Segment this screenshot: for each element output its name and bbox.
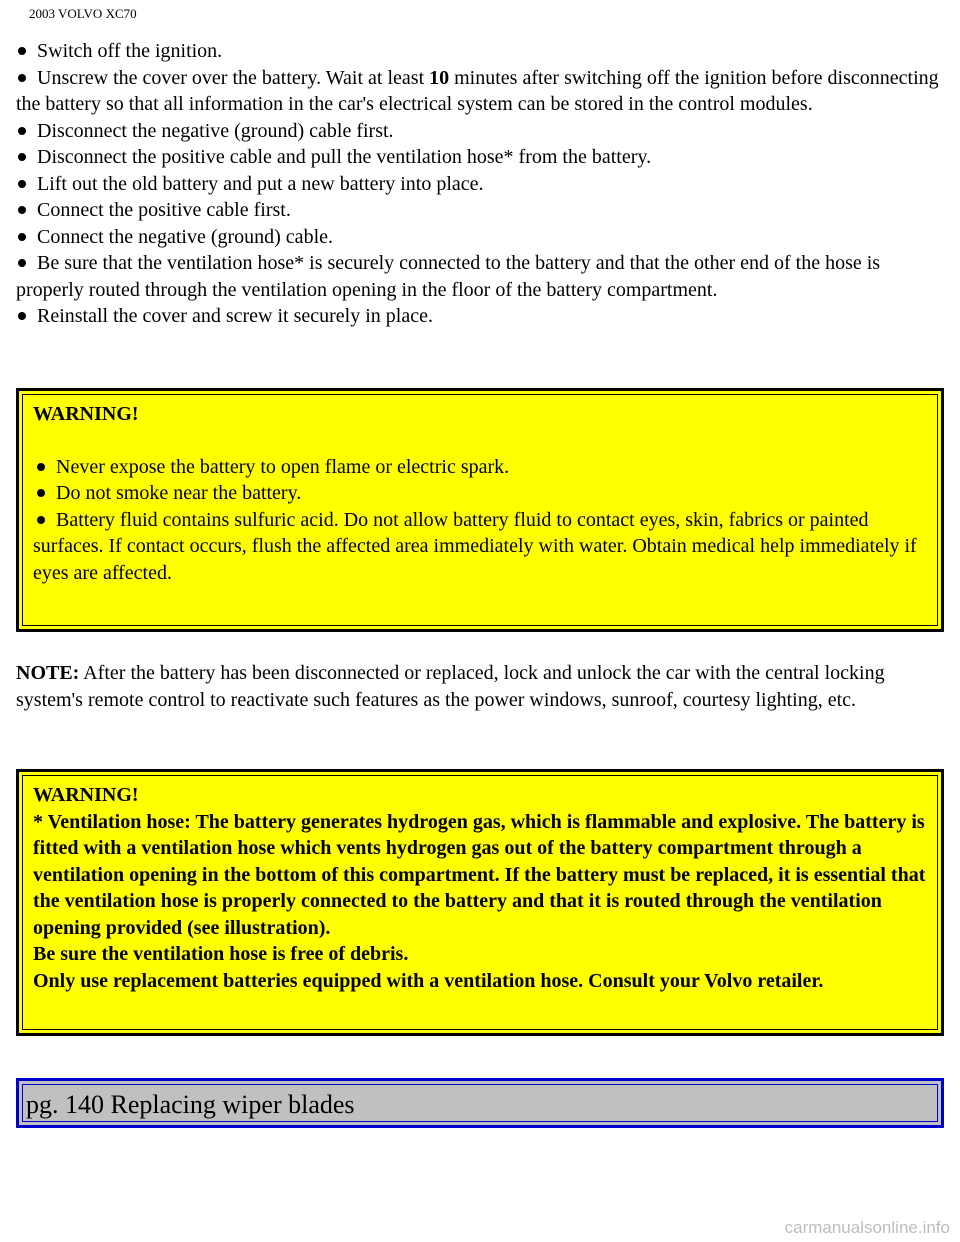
document-header-title: 2003 VOLVO XC70: [29, 6, 137, 21]
battery-replacement-steps: [16, 38, 944, 330]
step-item: Unscrew the cover over the battery. Wait at least 10 minutes after switching off the ignition before disconnecting the battery so that all information in the car's electrical system can be stored in the control modules.: [16, 66, 939, 115]
bullet-icon: [18, 47, 26, 55]
warning-line: * Ventilation hose: The battery generates hydrogen gas, which is flammable and explosive. The battery is fitted with a ventilation hose which vents hydrogen gas out of the battery compartment through a ventilation opening in the bottom of this compartment. If the battery must be replaced, it is essential that the ventilation hose is properly connected to the battery and that it is routed through the ventilation opening provided (see illustration).: [33, 810, 926, 939]
warning-item: Battery fluid contains sulfuric acid. Do not allow battery fluid to contact eyes, skin, fabrics or painted surfaces. If contact occurs, flush the affected area immediately with water. Obtain medical help immediately if eyes are affected.: [33, 508, 917, 584]
watermark-url: carmanualsonline.info: [784, 1218, 950, 1237]
warning-box-battery-safety: [16, 388, 944, 632]
bullet-icon: [18, 153, 26, 161]
bullet-icon: [18, 180, 26, 188]
warning-item: Never expose the battery to open flame or electric spark.: [33, 454, 927, 481]
bullet-icon: [18, 259, 26, 267]
warning-title: WARNING!: [33, 784, 139, 806]
bullet-icon: [18, 233, 26, 241]
warning-line: Only use replacement batteries equipped with a ventilation hose. Consult your Volvo retailer.: [33, 969, 824, 992]
warning-box-inner: [22, 394, 938, 626]
bullet-icon: [37, 489, 45, 497]
step-item: Reinstall the cover and screw it securely in place.: [16, 303, 944, 330]
bullet-icon: [18, 127, 26, 135]
steps-list: [16, 38, 944, 330]
bullet-icon: [37, 463, 45, 471]
warning-item: Do not smoke near the battery.: [33, 480, 927, 507]
note-text: After the battery has been disconnected or replaced, lock and unlock the car with the central locking system's remote control to reactivate such features as the power windows, sunroof, courtesy lighting, etc.: [16, 662, 885, 711]
warning-box-inner: [22, 775, 938, 1030]
step-item: Connect the negative (ground) cable.: [16, 224, 944, 251]
note-label: NOTE:: [16, 662, 80, 684]
next-page-link[interactable]: pg. 140 Replacing wiper blades: [22, 1084, 938, 1122]
wait-minutes: 10: [429, 66, 450, 89]
warning-title: WARNING!: [33, 403, 139, 425]
step-item: Switch off the ignition.: [16, 38, 944, 65]
bullet-icon: [18, 206, 26, 214]
step-item: Be sure that the ventilation hose* is securely connected to the battery and that the other end of the hose is properly routed through the ventilation opening in the floor of the battery compartment.: [16, 252, 881, 301]
warning-line: Be sure the ventilation hose is free of debris.: [33, 943, 409, 965]
step-item: Disconnect the negative (ground) cable first.: [16, 118, 944, 145]
next-page-link-box[interactable]: [16, 1078, 944, 1128]
step-item: Connect the positive cable first.: [16, 197, 944, 224]
warning-box-ventilation-hose: [16, 769, 944, 1036]
bullet-icon: [37, 516, 45, 524]
bullet-icon: [18, 74, 26, 82]
step-item: Lift out the old battery and put a new battery into place.: [16, 171, 944, 198]
bullet-icon: [18, 312, 26, 320]
note-paragraph: [16, 660, 944, 713]
step-item: Disconnect the positive cable and pull the ventilation hose* from the battery.: [16, 144, 944, 171]
